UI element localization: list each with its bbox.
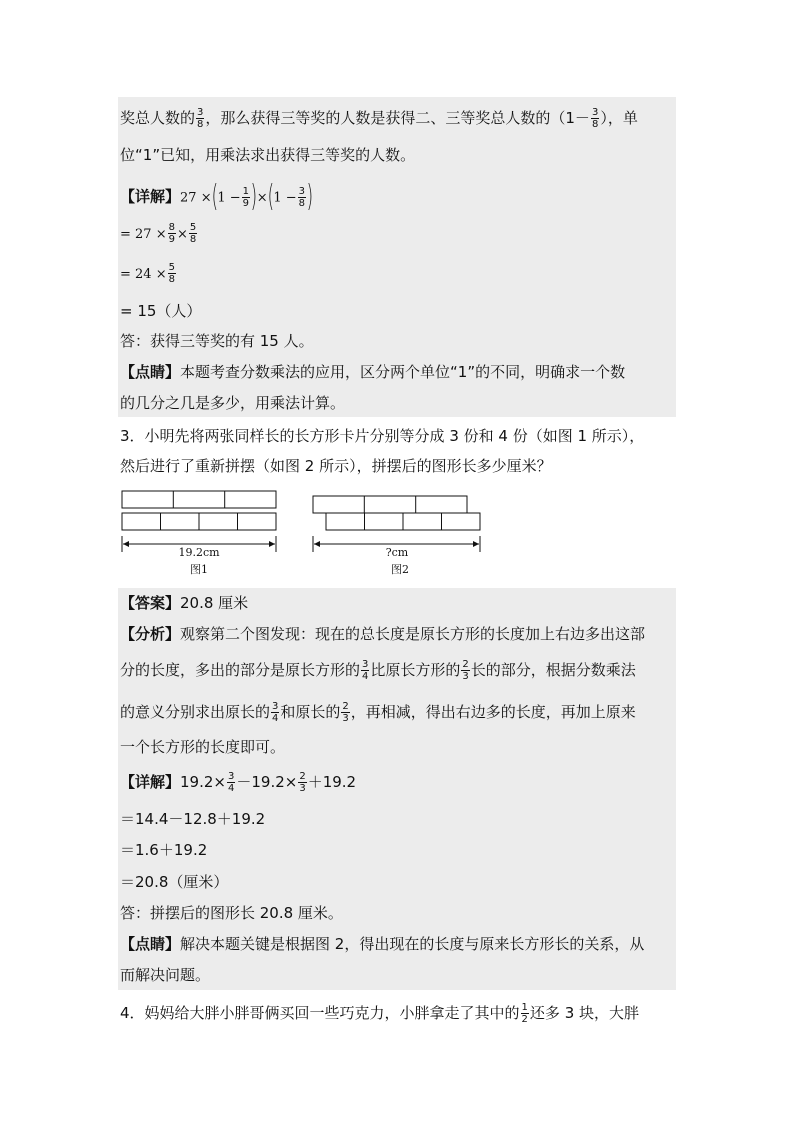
- detail-step: = 24 × $\frac{5}{8}$: [120, 262, 175, 285]
- fraction: $\frac{1}{9}$: [242, 185, 249, 209]
- question-3-text: 然后进行了重新拼摆（如图 2 所示），拼摆后的图形长多少厘米？: [120, 457, 552, 475]
- tip-text: 【点睛】本题考查分数乘法的应用，区分两个单位“1”的不同，明确求一个数: [120, 363, 626, 381]
- fraction: $\frac{3}{8}$: [197, 107, 204, 130]
- fraction: $\frac{8}{9}$: [168, 222, 175, 245]
- fraction: $\frac{2}{3}$: [462, 659, 469, 682]
- solution-text: 位“1”已知，用乘法求出获得三等奖的人数。: [120, 146, 416, 164]
- tip-text: 的几分之几是多少，用乘法计算。: [120, 394, 346, 412]
- analysis-text: 的意义分别求出原长的 $\frac{3}{4}$ 和原长的 $\frac{2}{3}$ ，再相减，得出右边多的长度，再加上原来: [120, 701, 636, 724]
- tip-text: 【点睛】解决本题关键是根据图 2，得出现在的长度与原来长方形长的关系，从: [120, 935, 645, 953]
- detail-step: ＝14.4－12.8＋19.2: [120, 810, 266, 828]
- question-3-text: 3．小明先将两张同样长的长方形卡片分别等分成 3 份和 4 份（如图 1 所示），: [120, 427, 645, 445]
- fraction: $\frac{3}{4}$: [227, 771, 235, 794]
- answer-text: 【答案】20.8 厘米: [120, 594, 249, 612]
- figure-2-length-label: ?cm: [385, 546, 409, 559]
- fraction: $\frac{2}{3}$: [299, 771, 306, 794]
- fraction: $\frac{3}{4}$: [362, 659, 369, 682]
- detail-step: = 15（人）: [120, 302, 202, 320]
- analysis-text: 一个长方形的长度即可。: [120, 738, 286, 756]
- fraction: $\frac{3}{4}$: [272, 701, 279, 724]
- fraction: $\frac{2}{3}$: [342, 701, 349, 724]
- figure-1-length-label: 19.2cm: [178, 546, 220, 559]
- figure-1-caption: 图1: [190, 563, 208, 576]
- detail-step: ＝1.6＋19.2: [120, 841, 208, 859]
- fraction: $\frac{3}{8}$: [591, 107, 599, 130]
- answer-text: 答：获得三等奖的有 15 人。: [120, 332, 314, 350]
- fraction: $\frac{3}{8}$: [298, 185, 305, 209]
- analysis-text: 分的长度，多出的部分是原长方形的 $\frac{3}{4}$ 比原长方形的 $\frac{2}{3}$ 长的部分，根据分数乘法: [120, 659, 636, 682]
- figure-1: [115, 486, 285, 582]
- detail-expression: 【详解】27 ×(1 − $\frac{1}{9}$ )×(1 − $\frac{3}{8}$ ): [120, 179, 314, 214]
- fraction: $\frac{5}{8}$: [168, 262, 175, 285]
- figure-2: [305, 486, 490, 582]
- fraction: $\frac{5}{8}$: [189, 222, 197, 245]
- answer-text: 答：拼摆后的图形长 20.8 厘米。: [120, 904, 343, 922]
- solution-text: 奖总人数的 $\frac{3}{8}$ ，那么获得三等奖的人数是获得二、三等奖总人数的（1－ $\frac{3}{8}$ ），单: [120, 107, 638, 130]
- tip-text: 而解决问题。: [120, 966, 211, 984]
- detail-expression: 【详解】19.2× $\frac{3}{4}$ －19.2× $\frac{2}{3}$ ＋19.2: [120, 771, 357, 794]
- detail-step: = 27 × $\frac{8}{9}$ × $\frac{5}{8}$: [120, 222, 197, 245]
- analysis-text: 【分析】观察第二个图发现：现在的总长度是原长方形的长度加上右边多出这部: [120, 625, 646, 643]
- fraction: $\frac{1}{2}$: [521, 1002, 528, 1025]
- question-4-text: 4．妈妈给大胖小胖哥俩买回一些巧克力，小胖拿走了其中的 $\frac{1}{2}$ 还多 3 块，大胖: [120, 1002, 640, 1025]
- figure-2-caption: 图2: [391, 563, 409, 576]
- detail-step: ＝20.8（厘米）: [120, 873, 229, 891]
